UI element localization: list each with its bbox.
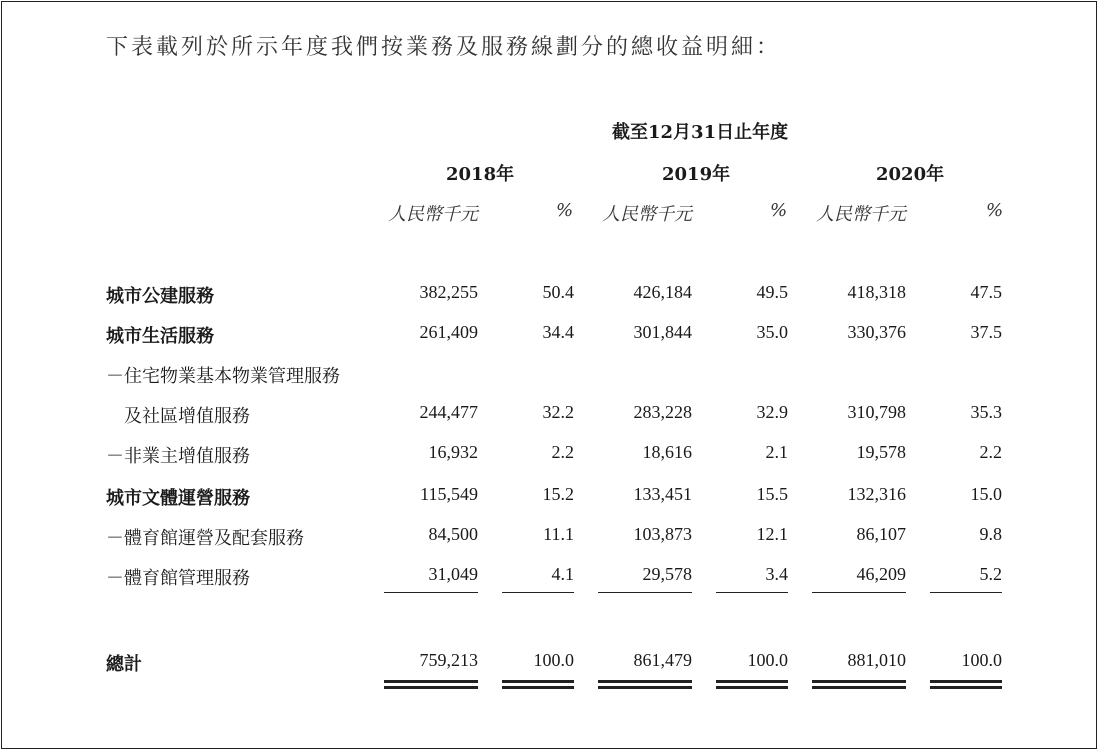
cell-row6-2018-rmb: 84,500 bbox=[428, 524, 478, 544]
subtotal-rule-2018-pct bbox=[502, 592, 574, 593]
cell-row5-2018-pct: 15.2 bbox=[542, 484, 574, 504]
cell-row5-2020-rmb: 132,316 bbox=[847, 484, 906, 504]
cell-row0-2018-rmb: 382,255 bbox=[419, 282, 478, 302]
cell-row3-2020-rmb: 310,798 bbox=[847, 402, 906, 422]
row-label-stadium-operation: －體育館運營及配套服務 bbox=[106, 528, 304, 549]
cell-row6-2020-rmb: 86,107 bbox=[856, 524, 906, 544]
cell-row0-2018-pct: 50.4 bbox=[542, 282, 574, 302]
row-label-non-owner: －非業主增值服務 bbox=[106, 446, 250, 467]
unit-rmb-2020: 人民幣千元 bbox=[816, 204, 906, 225]
cell-row4-2020-rmb: 19,578 bbox=[856, 442, 906, 462]
intro-text: 下表載列於所示年度我們按業務及服務線劃分的總收益明細： bbox=[106, 35, 782, 60]
subtotal-rule-2019-pct bbox=[716, 592, 788, 593]
total-rule-2020-pct bbox=[930, 680, 1002, 689]
row-label-residential-line1: －住宅物業基本物業管理服務 bbox=[106, 366, 340, 387]
period-header: 截至12月31日止年度 bbox=[612, 122, 789, 143]
subtotal-rule-2020-rmb bbox=[812, 592, 906, 593]
cell-row7-2020-rmb: 46,209 bbox=[856, 564, 906, 584]
cell-row0-2020-pct: 47.5 bbox=[970, 282, 1002, 302]
year-2018-header: 2018年 bbox=[446, 164, 515, 185]
cell-total-2020-pct: 100.0 bbox=[961, 650, 1002, 670]
cell-row7-2019-pct: 3.4 bbox=[765, 564, 788, 584]
cell-row1-2020-pct: 37.5 bbox=[970, 322, 1002, 342]
cell-total-2019-rmb: 861,479 bbox=[633, 650, 692, 670]
cell-total-2018-rmb: 759,213 bbox=[419, 650, 478, 670]
total-rule-2019-pct bbox=[716, 680, 788, 689]
cell-row4-2018-rmb: 16,932 bbox=[428, 442, 478, 462]
subtotal-rule-2019-rmb bbox=[598, 592, 692, 593]
cell-row4-2019-pct: 2.1 bbox=[765, 442, 788, 462]
year-2020-header: 2020年 bbox=[876, 164, 945, 185]
cell-row7-2018-rmb: 31,049 bbox=[428, 564, 478, 584]
row-label-culture-sports: 城市文體運營服務 bbox=[106, 488, 250, 509]
total-rule-2018-pct bbox=[502, 680, 574, 689]
cell-row1-2019-pct: 35.0 bbox=[756, 322, 788, 342]
cell-row3-2018-pct: 32.2 bbox=[542, 402, 574, 422]
row-label-total: 總計 bbox=[106, 654, 142, 675]
total-rule-2019-rmb bbox=[598, 680, 692, 689]
cell-row7-2018-pct: 4.1 bbox=[551, 564, 574, 584]
year-2019-header: 2019年 bbox=[662, 164, 731, 185]
cell-row0-2020-rmb: 418,318 bbox=[847, 282, 906, 302]
cell-row6-2020-pct: 9.8 bbox=[979, 524, 1002, 544]
row-label-stadium-management: －體育館管理服務 bbox=[106, 568, 250, 589]
cell-row5-2019-rmb: 133,451 bbox=[633, 484, 692, 504]
cell-row7-2019-rmb: 29,578 bbox=[642, 564, 692, 584]
cell-row1-2018-rmb: 261,409 bbox=[419, 322, 478, 342]
total-rule-2020-rmb bbox=[812, 680, 906, 689]
total-rule-2018-rmb bbox=[384, 680, 478, 689]
cell-row6-2018-pct: 11.1 bbox=[543, 524, 574, 544]
unit-rmb-2018: 人民幣千元 bbox=[388, 204, 478, 225]
cell-row5-2018-rmb: 115,549 bbox=[420, 484, 478, 504]
cell-row4-2019-rmb: 18,616 bbox=[642, 442, 692, 462]
cell-total-2020-rmb: 881,010 bbox=[847, 650, 906, 670]
cell-row5-2020-pct: 15.0 bbox=[970, 484, 1002, 504]
row-label-residential-line2: 及社區增值服務 bbox=[124, 406, 250, 427]
unit-rmb-2019: 人民幣千元 bbox=[602, 204, 692, 225]
unit-pct-2019: % bbox=[770, 200, 788, 221]
subtotal-rule-2018-rmb bbox=[384, 592, 478, 593]
unit-pct-2020: % bbox=[986, 200, 1004, 221]
cell-row0-2019-rmb: 426,184 bbox=[633, 282, 692, 302]
cell-row4-2020-pct: 2.2 bbox=[979, 442, 1002, 462]
cell-row5-2019-pct: 15.5 bbox=[756, 484, 788, 504]
subtotal-rule-2020-pct bbox=[930, 592, 1002, 593]
unit-pct-2018: % bbox=[556, 200, 574, 221]
cell-row0-2019-pct: 49.5 bbox=[756, 282, 788, 302]
cell-row1-2019-rmb: 301,844 bbox=[633, 322, 692, 342]
cell-row4-2018-pct: 2.2 bbox=[551, 442, 574, 462]
cell-total-2018-pct: 100.0 bbox=[533, 650, 574, 670]
row-label-public-services: 城市公建服務 bbox=[106, 286, 214, 307]
cell-row6-2019-rmb: 103,873 bbox=[633, 524, 692, 544]
cell-row3-2019-pct: 32.9 bbox=[756, 402, 788, 422]
row-label-living-services: 城市生活服務 bbox=[106, 326, 214, 347]
cell-row1-2018-pct: 34.4 bbox=[542, 322, 574, 342]
cell-row7-2020-pct: 5.2 bbox=[979, 564, 1002, 584]
cell-total-2019-pct: 100.0 bbox=[747, 650, 788, 670]
cell-row3-2018-rmb: 244,477 bbox=[419, 402, 478, 422]
cell-row1-2020-rmb: 330,376 bbox=[847, 322, 906, 342]
cell-row3-2020-pct: 35.3 bbox=[970, 402, 1002, 422]
cell-row3-2019-rmb: 283,228 bbox=[633, 402, 692, 422]
cell-row6-2019-pct: 12.1 bbox=[756, 524, 788, 544]
